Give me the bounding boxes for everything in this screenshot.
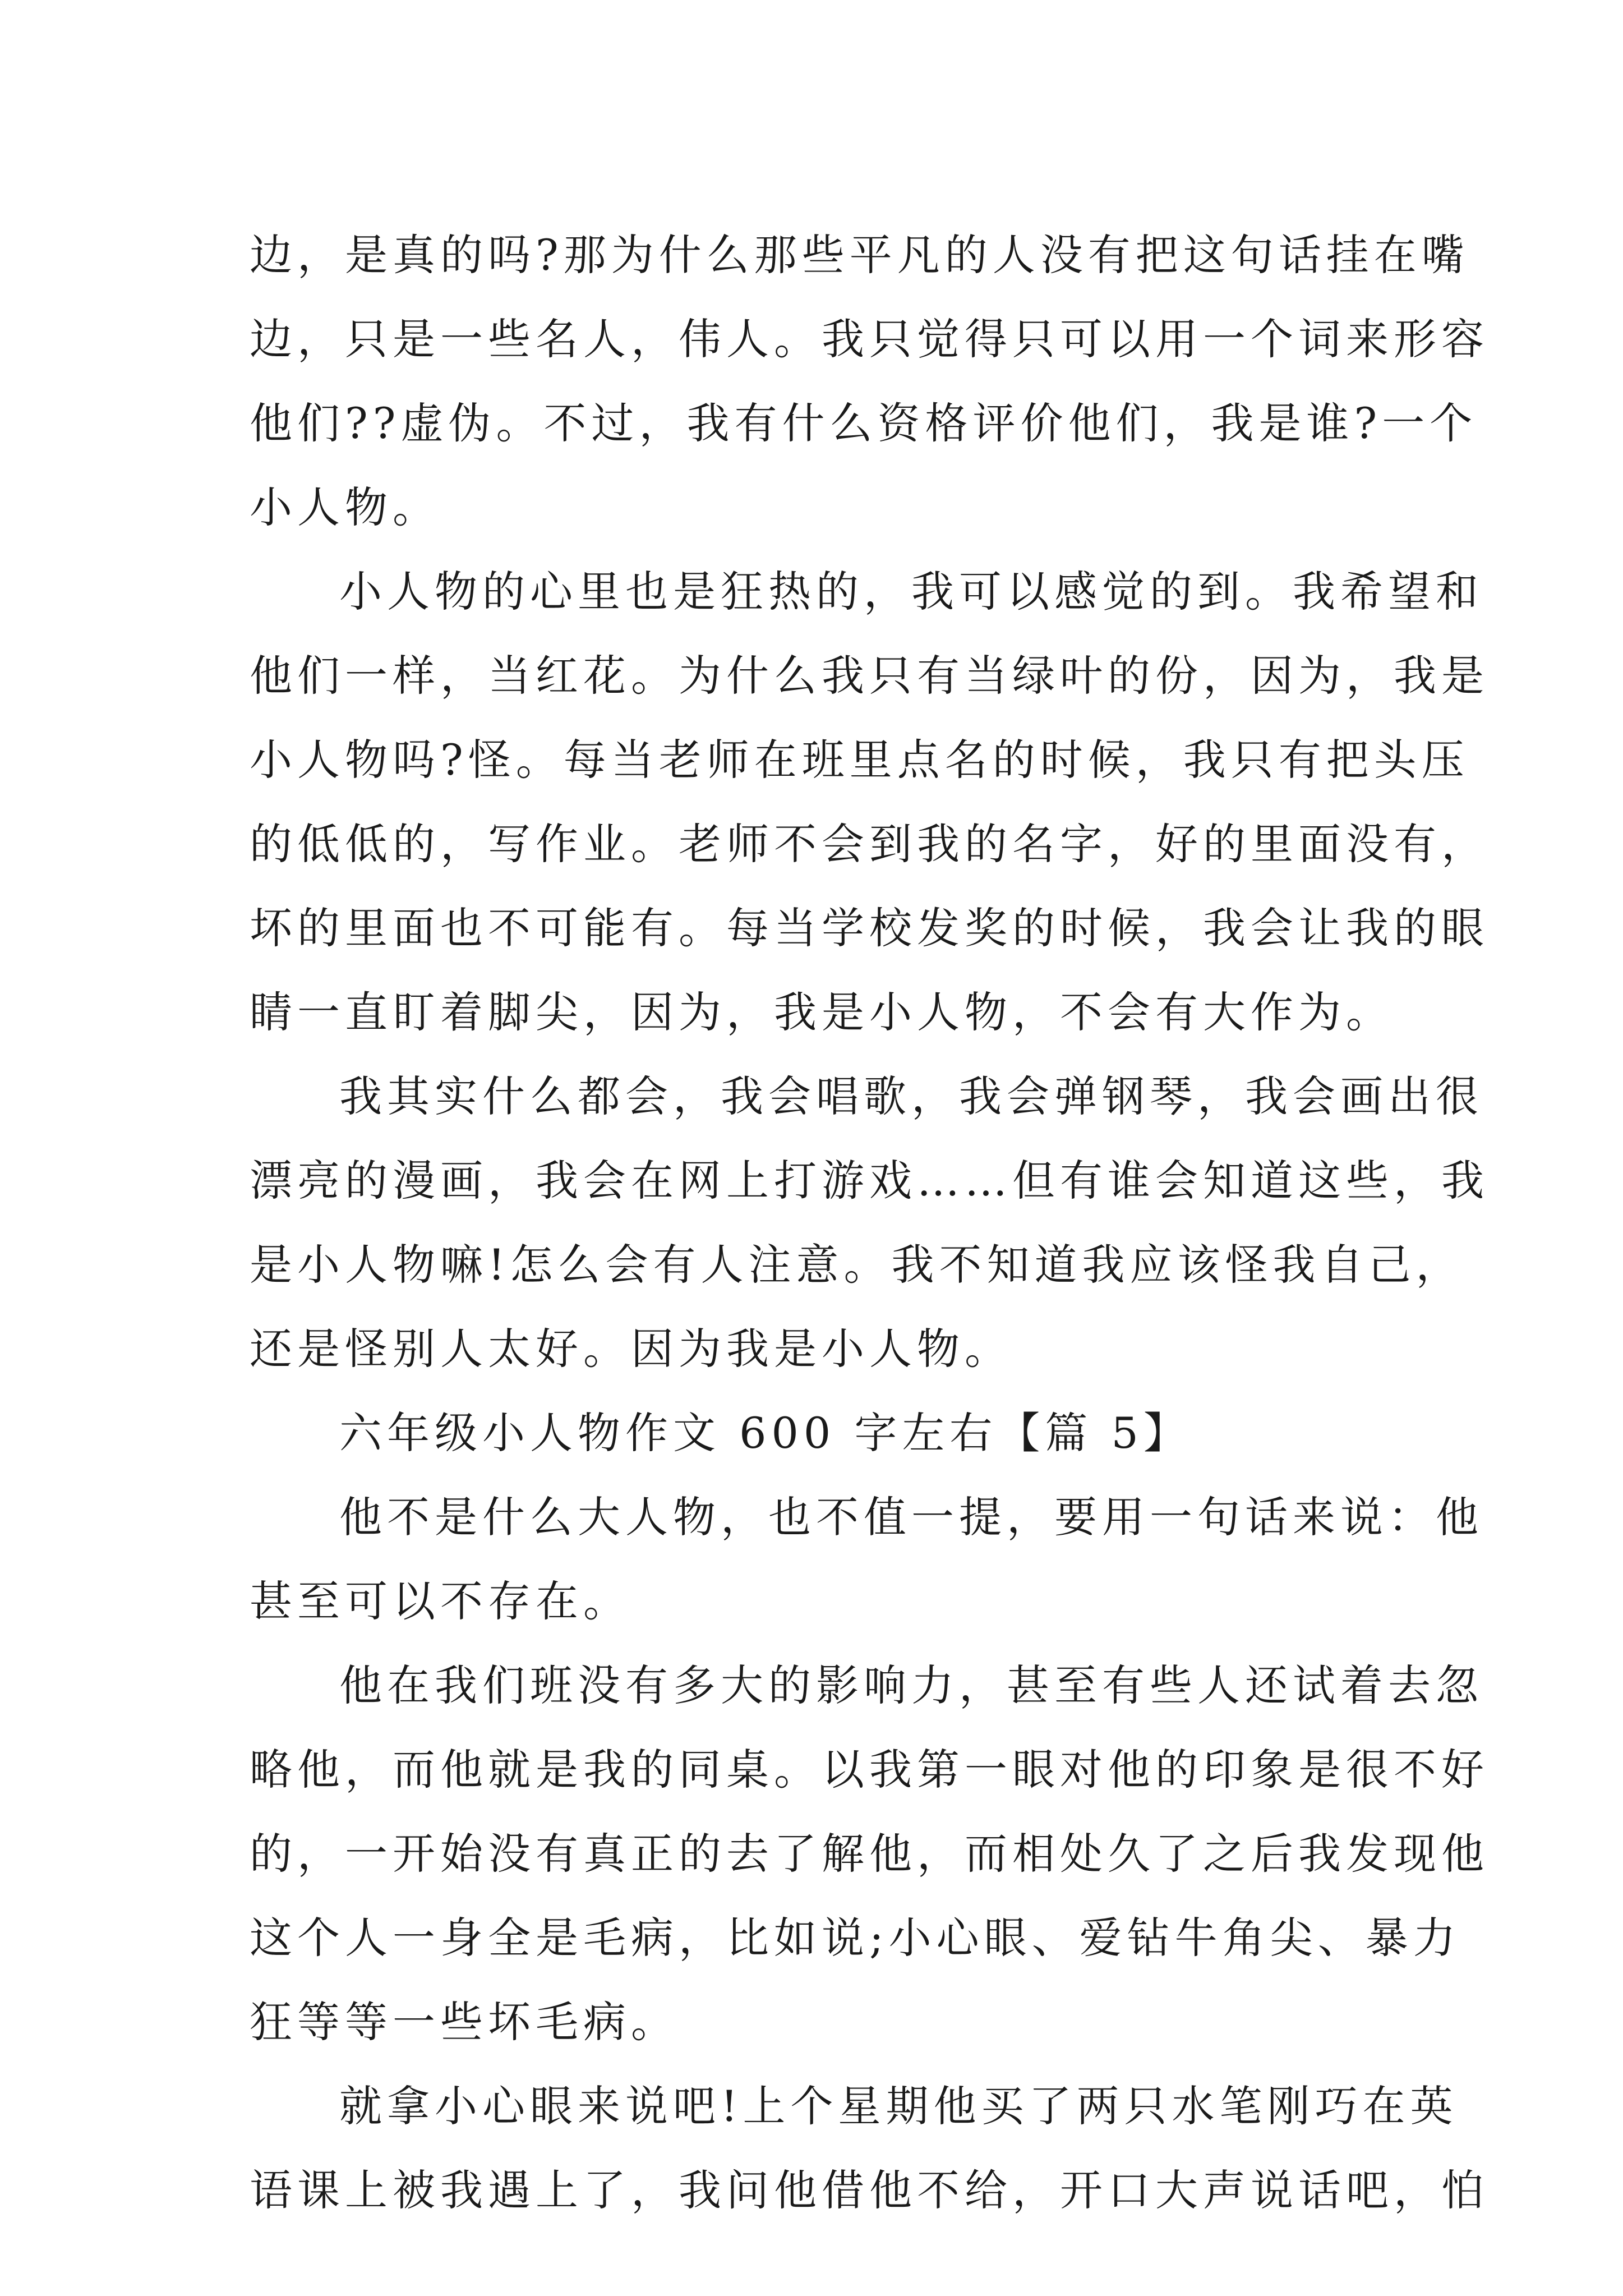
text-line: 甚至可以不存在。 [250,1576,631,1626]
text-line: 坏的里面也不可能有。每当学校发奖的时候，我会让我的眼 [250,903,1489,953]
text-line: 他在我们班没有多大的影响力，甚至有些人还试着去忽 [339,1660,1483,1710]
text-line: 语课上被我遇上了，我问他借他不给，开口大声说话吧，怕 [250,2165,1489,2215]
text-line: 小人物的心里也是狂热的，我可以感觉的到。我希望和 [339,567,1483,616]
text-line: 睛一直盯着脚尖，因为，我是小人物，不会有大作为。 [250,987,1394,1037]
text-line: 的低低的，写作业。老师不会到我的名字，好的里面没有， [250,819,1489,869]
text-line: 他们一样，当红花。为什么我只有当绿叶的份，因为，我是 [250,651,1489,701]
text-line: 这个人一身全是毛病，比如说;小心眼、爱钻牛角尖、暴力 [250,1913,1461,1963]
text-line: 六年级小人物作文 600 字左右【篇 5】 [339,1408,1191,1458]
text-line: 他不是什么大人物，也不值一提，要用一句话来说：他 [339,1492,1483,1542]
text-line: 边，是真的吗?那为什么那些平凡的人没有把这句话挂在嘴 [250,230,1469,280]
text-line: 边，只是一些名人，伟人。我只觉得只可以用一个词来形容 [250,314,1489,364]
text-line: 小人物吗?怪。每当老师在班里点名的时候，我只有把头压 [250,735,1469,785]
text-line: 就拿小心眼来说吧!上个星期他买了两只水笔刚巧在英 [339,2081,1458,2131]
text-line: 他们??虚伪。不过，我有什么资格评价他们，我是谁?一个 [250,398,1478,448]
text-line: 小人物。 [250,482,440,532]
text-line: 的，一开始没有真正的去了解他，而相处久了之后我发现他 [250,1829,1489,1879]
text-line: 我其实什么都会，我会唱歌，我会弹钢琴，我会画出很 [339,1071,1483,1121]
text-line: 是小人物嘛!怎么会有人注意。我不知道我应该怪我自己， [250,1240,1464,1290]
text-line: 漂亮的漫画，我会在网上打游戏……但有谁会知道这些，我 [250,1156,1489,1205]
text-line: 狂等等一些坏毛病。 [250,1997,679,2047]
text-line: 略他，而他就是我的同桌。以我第一眼对他的印象是很不好 [250,1745,1489,1795]
text-line: 还是怪别人太好。因为我是小人物。 [250,1324,1012,1374]
essay-body [250,213,1489,2233]
